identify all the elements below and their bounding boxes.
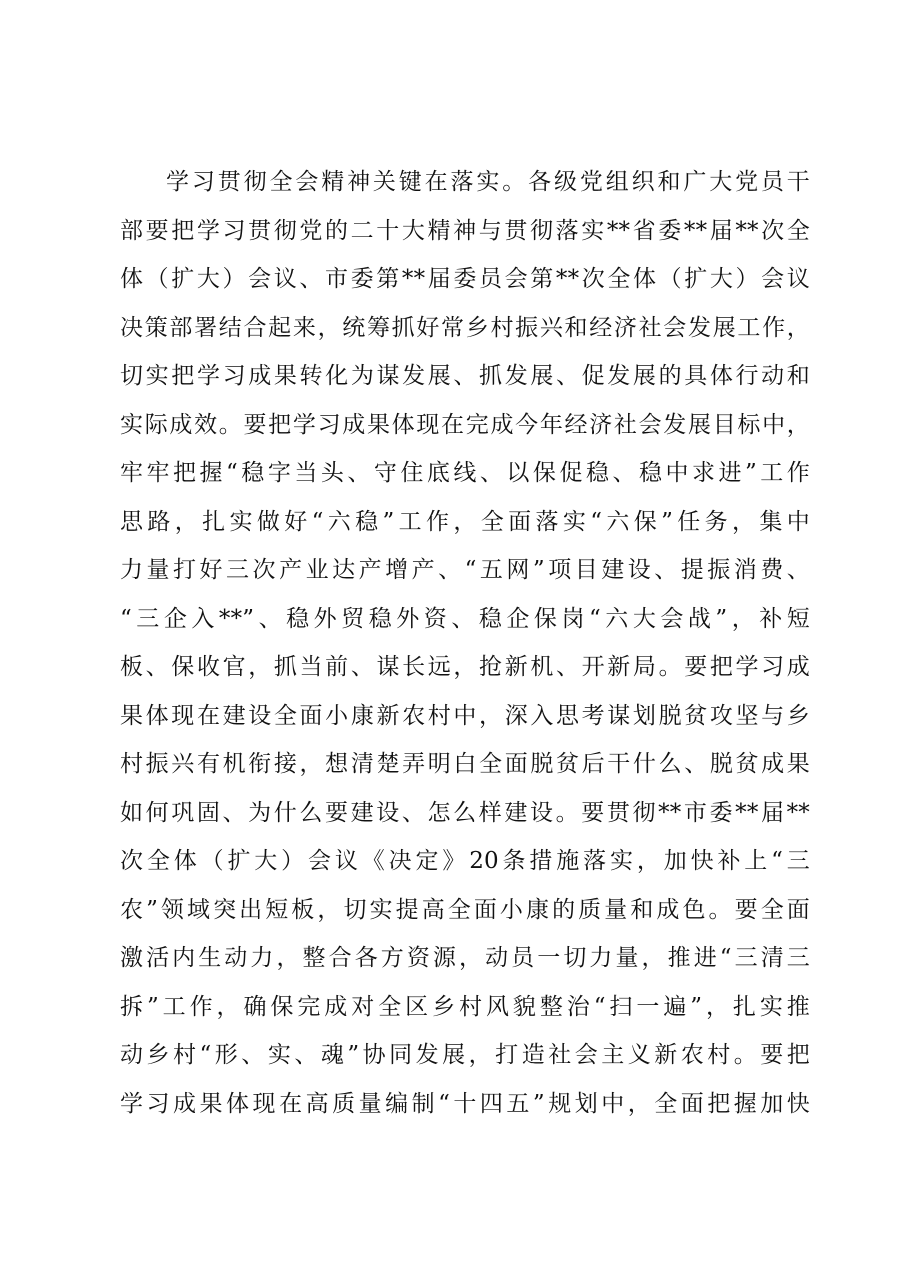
body-paragraph bbox=[120, 158, 810, 1128]
paragraph-line: 激活内生动力，整合各方资源，动员一切力量，推进“三清三 bbox=[120, 945, 810, 971]
paragraph-line: 动乡村“形、实、魂”协同发展，打造社会主义新农村。要把 bbox=[120, 1042, 810, 1068]
paragraph-line: 决策部署结合起来，统筹抓好常乡村振兴和经济社会发展工作， bbox=[120, 314, 810, 341]
paragraph-line: 拆”工作，确保完成对全区乡村风貌整治“扫一遍”，扎实推 bbox=[120, 993, 810, 1020]
paragraph-line: 次全体（扩大）会议《决定》20条措施落实，加快补上“三 bbox=[120, 848, 810, 874]
paragraph-line: 体（扩大）会议、市委第**届委员会第**次全体（扩大）会议 bbox=[120, 266, 810, 292]
paragraph-line: 思路，扎实做好“六稳”工作，全面落实“六保”任务，集中 bbox=[120, 508, 810, 535]
paragraph-line: 如何巩固、为什么要建设、怎么样建设。要贯彻**市委**届** bbox=[120, 799, 810, 826]
paragraph-line: 村振兴有机衔接，想清楚弄明白全面脱贫后干什么、脱贫成果 bbox=[120, 751, 810, 777]
paragraph-line: 牢牢把握“稳字当头、守住底线、以保促稳、稳中求进”工作 bbox=[120, 460, 810, 486]
paragraph-line: 果体现在建设全面小康新农村中，深入思考谋划脱贫攻坚与乡 bbox=[120, 702, 810, 729]
paragraph-line: 学习成果体现在高质量编制“十四五”规划中，全面把握加快 bbox=[120, 1090, 810, 1117]
paragraph-line: 学习贯彻全会精神关键在落实。各级党组织和广大党员干 bbox=[166, 169, 810, 195]
paragraph-line: 实际成效。要把学习成果体现在完成今年经济社会发展目标中， bbox=[120, 411, 810, 438]
paragraph-line: 部要把学习贯彻党的二十大精神与贯彻落实**省委**届**次全 bbox=[120, 217, 810, 244]
paragraph-line: “三企入**”、稳外贸稳外资、稳企保岗“六大会战”，补短 bbox=[120, 605, 810, 632]
paragraph-line: 农”领域突出短板，切实提高全面小康的质量和成色。要全面 bbox=[120, 896, 810, 923]
paragraph-line: 切实把学习成果转化为谋发展、抓发展、促发展的具体行动和 bbox=[120, 363, 810, 389]
paragraph-line: 板、保收官，抓当前、谋长远，抢新机、开新局。要把学习成 bbox=[120, 654, 810, 680]
paragraph-line: 力量打好三次产业达产增产、“五网”项目建设、提振消费、 bbox=[120, 557, 810, 583]
